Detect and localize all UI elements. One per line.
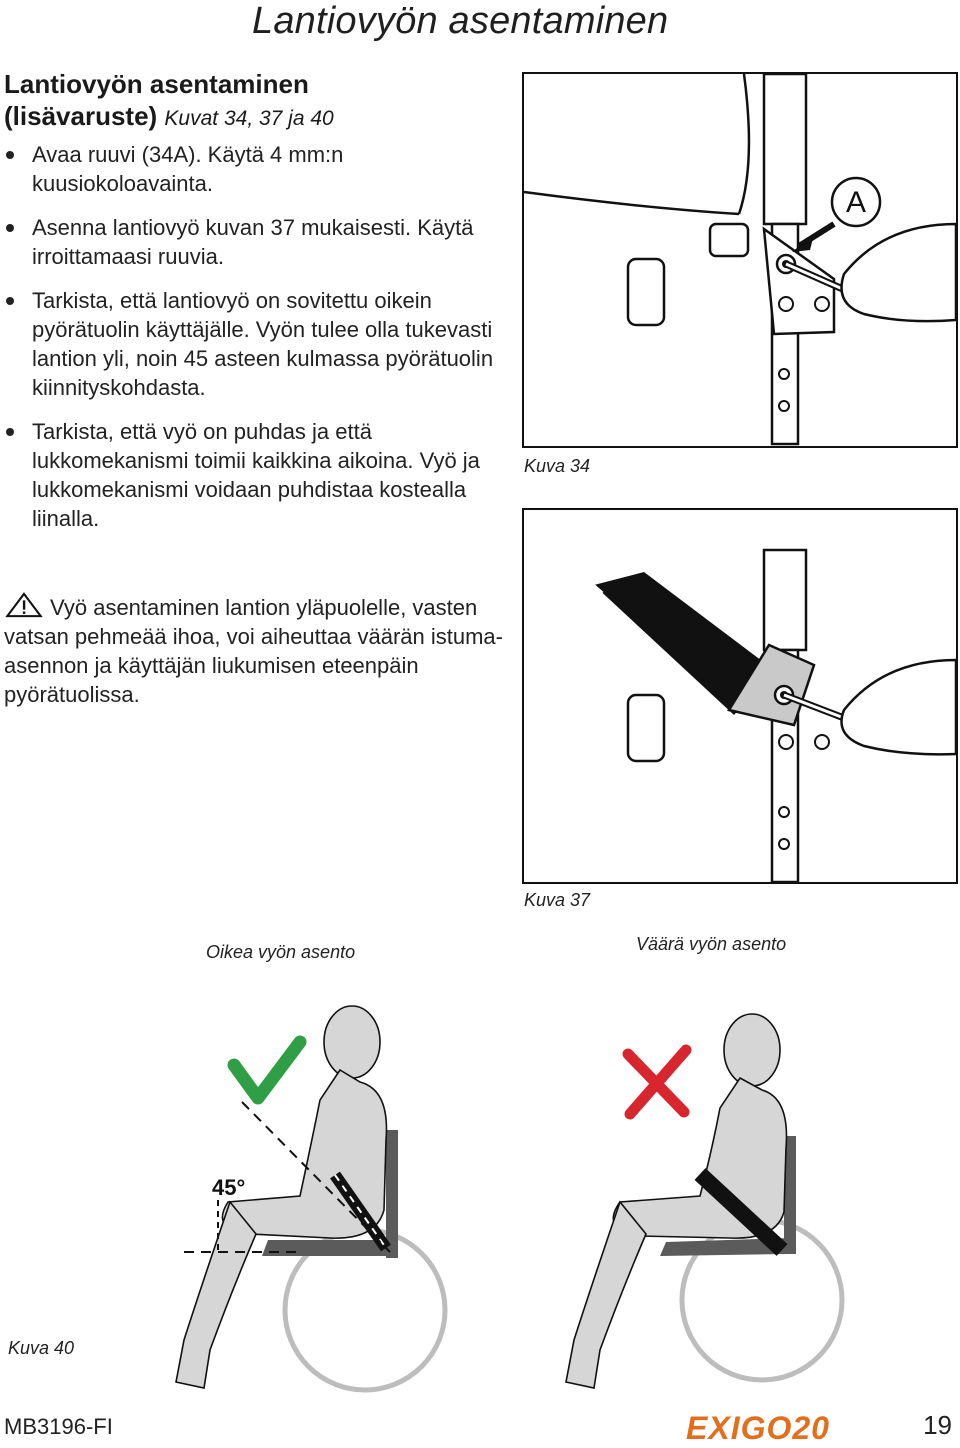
document-number: MB3196-FI [4,1414,113,1439]
warning-note [4,592,504,709]
instruction-item: Tarkista, että lantiovyö on sovitettu oikein pyörätuolin käyttäjälle. Vyön tulee olla tukevasti lantion yli, noin 45 asteen kulmassa pyörätuolin kiinnityskohdasta. [4,286,514,402]
figure-40-caption: Kuva 40 [8,1338,75,1358]
figure-34-caption: Kuva 34 [524,456,591,476]
page-number: 19 [923,1410,952,1440]
instruction-item: Asenna lantiovyö kuvan 37 mukaisesti. Käytä irroittamaasi ruuvia. [4,213,514,271]
figure-40-illustration [0,990,960,1410]
brand-text: EXIGO20 [686,1410,830,1444]
warning-text: Vyö asentaminen lantion yläpuolelle, vasten vatsan pehmeää ihoa, voi aiheuttaa väärän istuma-asennon ja käyttäjän liukumisen eteenpäin pyörätuolissa. [4,595,503,707]
section-figure-ref: Kuvat 34, 37 ja 40 [164,107,334,130]
correct-position-label: Oikea vyön asento [206,942,356,962]
instruction-item: Avaa ruuvi (34A). Käytä 4 mm:n kuusiokoloavainta. [4,140,514,198]
instruction-item: Tarkista, että vyö on puhdas ja että lukkomekanismi toimii kaikkina aikoina. Vyö ja lukkomekanismi voidaan puhdistaa kostealla liinalla. [4,417,514,533]
instruction-list [4,140,514,548]
figure-34-illustration [524,74,956,446]
warning-icon [4,592,44,618]
angle-label: 45° [212,1175,246,1200]
section-title-line1: Lantiovyön asentaminen [4,69,309,99]
check-icon [234,1042,300,1098]
section-heading [4,68,334,135]
figure-34-frame [522,72,958,448]
figure-37-frame [522,508,958,884]
page-header-title: Lantiovyön asentaminen [252,0,669,42]
section-title-line2 [4,100,334,135]
figure-37-caption: Kuva 37 [524,890,591,910]
figure-37-illustration [524,510,956,882]
brand-logo [686,1410,882,1444]
section-title-accessory: (lisävaruste) [4,101,158,131]
wrong-position-label: Väärä vyön asento [636,934,787,954]
cross-icon [628,1050,686,1114]
figure-34-label-a: A [845,186,867,219]
